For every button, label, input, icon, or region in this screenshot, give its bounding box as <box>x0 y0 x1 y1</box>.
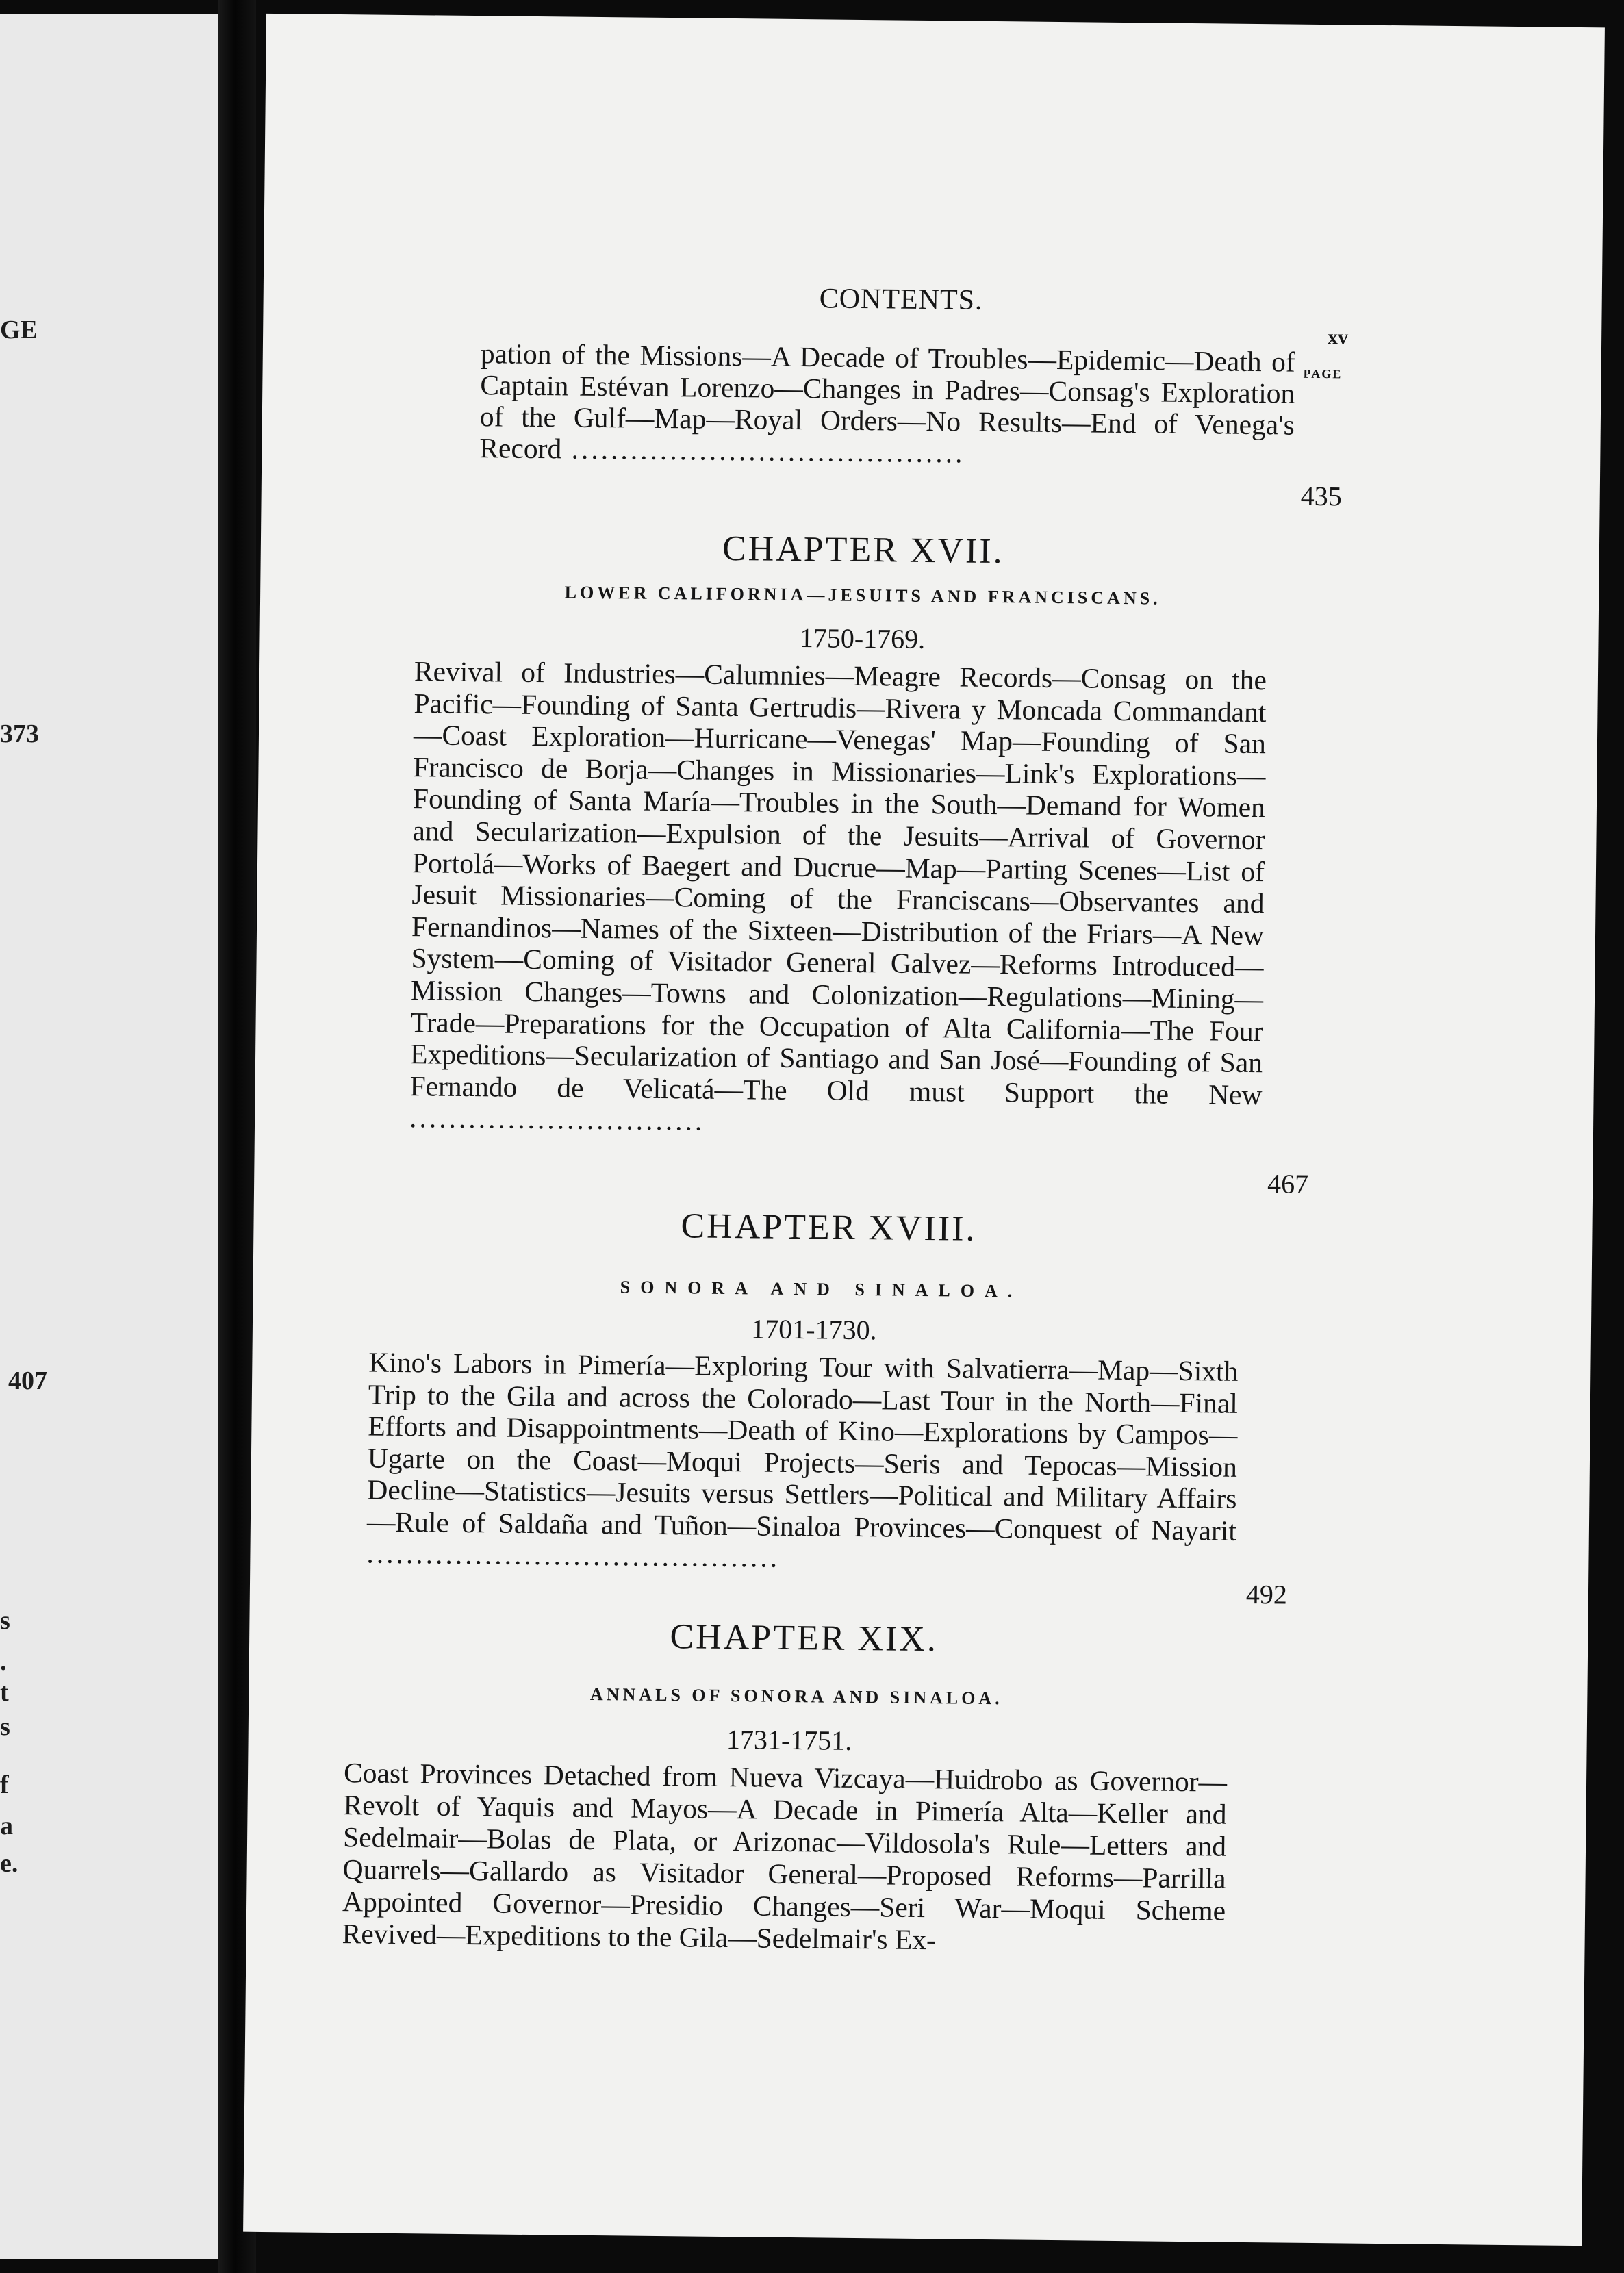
chapter-summary <box>342 1757 1227 1959</box>
facing-page-fragment: s <box>0 1606 10 1635</box>
page-folio: xv <box>1327 326 1349 349</box>
toc-entry-text: pation of the Missions—A Decade of Troubles—Epidemic—Death of Captain Estévan Lorenzo—Changes in Padres—Consag's Exploration of the Gulf—Map—Royal Orders—No Results—End of Venega's Record <box>479 338 1296 465</box>
facing-page-fragment: e. <box>0 1849 18 1878</box>
facing-page-fragment: f <box>0 1770 9 1799</box>
chapter-subtitle: ANNALS OF SONORA AND SINALOA. <box>589 1684 1003 1709</box>
toc-page-number: 467 <box>1267 1168 1309 1199</box>
toc-page-number: 492 <box>1245 1578 1288 1610</box>
chapter-years: 1750-1769. <box>799 622 926 655</box>
facing-page-fragment: 373 <box>0 720 39 748</box>
facing-page-edge <box>0 14 219 2259</box>
facing-page-fragment: t <box>0 1678 9 1707</box>
facing-page-fragment: a <box>0 1812 13 1840</box>
chapter-years: 1701-1730. <box>751 1313 877 1346</box>
contents-page <box>243 14 1605 2246</box>
chapter-subtitle: SONORA AND SINALOA. <box>620 1277 1023 1301</box>
chapter-summary: Kino's Labors in Pimería—Exploring Tour with Salvatierra—Map—Sixth Trip to the Gila and across the Colorado—Last Tour in the North—Final Efforts and Disappointments—Death of Kino—Explorations by Campos—Ugarte on the Coast—Moqui Projects—Seris and Tepocas—Mission Decline—Statistics—Jesuits versus Settlers—Political and Military Affairs—Rule of Saldaña and Tuñon—Sinaloa Provinces—Conquest of Nayarit .......................................... <box>366 1346 1239 1573</box>
toc-entry-text: Revival of Industries—Calumnies—Meagre Records—Consag on the Pacific—Founding of Santa Gertrudis—Rivera y Moncada Commandant—Coast Exploration—Hurricane—Venegas' Map—Founding of San Francisco de Borja—Changes in Missionaries—Link's Explorations—Founding of Santa María—Troubles in the South—Demand for Women and Secularization—Expulsion of the Jesuits—Arrival of Governor Portolá—Works of Baegert and Ducrue—Map—Parting Scenes—List of Jesuit Missionaries—Coming of the Franciscans—Observantes and Fernandinos—Names of the Sixteen—Distribution of the Friars—A New System—Coming of Visitador General Galvez—Reforms Introduced—Mission Changes—Towns and Colonization—Regulations—Mining—Trade—Preparations for the Occupation of Alta California—The Four Expeditions—Secularization of Santiago and San José—Founding of San Fernando de Velicatá—The Old must Support the New <box>409 655 1267 1110</box>
chapter-subtitle: LOWER CALIFORNIA—JESUITS AND FRANCISCANS. <box>564 582 1161 609</box>
chapter-heading: CHAPTER XVII. <box>722 529 1004 572</box>
facing-page-fragment: GE <box>0 316 38 344</box>
toc-entry-text: Kino's Labors in Pimería—Exploring Tour with Salvatierra—Map—Sixth Trip to the Gila and across the Colorado—Last Tour in the North—Final Efforts and Disappointments—Death of Kino—Explorations by Campos—Ugarte on the Coast—Moqui Projects—Seris and Tepocas—Mission Decline—Statistics—Jesuits versus Settlers—Political and Military Affairs—Rule of Saldaña and Tuñon—Sinaloa Provinces—Conquest of Nayarit <box>366 1346 1239 1547</box>
toc-entry-text: Coast Provinces Detached from Nueva Vizcaya—Huidrobo as Governor—Revolt of Yaquis and Mayos—A Decade in Pimería Alta—Keller and Sedelmair—Bolas de Plata, or Arizonac—Vildosola's Rule—Letters and Quarrels—Gallardo as Visitador General—Proposed Reforms—Parrilla Appointed Governor—Presidio Changes—Seri War—Moqui Scheme Revived—Expeditions to the Gila—Sedelmair's Ex- <box>342 1757 1228 1956</box>
running-head: CONTENTS. <box>819 283 983 316</box>
chapter-heading: CHAPTER XVIII. <box>681 1206 977 1249</box>
facing-page-fragment: . <box>0 1647 7 1676</box>
facing-page-fragment: s <box>0 1712 10 1741</box>
page-column-label: PAGE <box>1303 366 1343 381</box>
chapter-heading: CHAPTER XIX. <box>670 1617 939 1660</box>
toc-page-number: 435 <box>1300 480 1342 512</box>
toc-entry-continuation: pation of the Missions—A Decade of Troubles—Epidemic—Death of Captain Estévan Lorenzo—Changes in Padres—Consag's Exploration of the Gulf—Map—Royal Orders—No Results—End of Venega's Record ........................................ <box>479 338 1296 469</box>
chapter-years: 1731-1751. <box>726 1724 852 1756</box>
facing-page-fragment: 407 <box>8 1367 47 1395</box>
chapter-summary: Revival of Industries—Calumnies—Meagre Records—Consag on the Pacific—Founding of Santa Gertrudis—Rivera y Moncada Commandant—Coast Exploration—Hurricane—Venegas' Map—Founding of San Francisco de Borja—Changes in Missionaries—Link's Explorations—Founding of Santa María—Troubles in the South—Demand for Women and Secularization—Expulsion of the Jesuits—Arrival of Governor Portolá—Works of Baegert and Ducrue—Map—Parting Scenes—List of Jesuit Missionaries—Coming of the Franciscans—Observantes and Fernandinos—Names of the Sixteen—Distribution of the Friars—A New System—Coming of Visitador General Galvez—Reforms Introduced—Mission Changes—Towns and Colonization—Regulations—Mining—Trade—Preparations for the Occupation of Alta California—The Four Expeditions—Secularization of Santiago and San José—Founding of San Fernando de Velicatá—The Old must Support the New .............................. <box>409 655 1267 1136</box>
